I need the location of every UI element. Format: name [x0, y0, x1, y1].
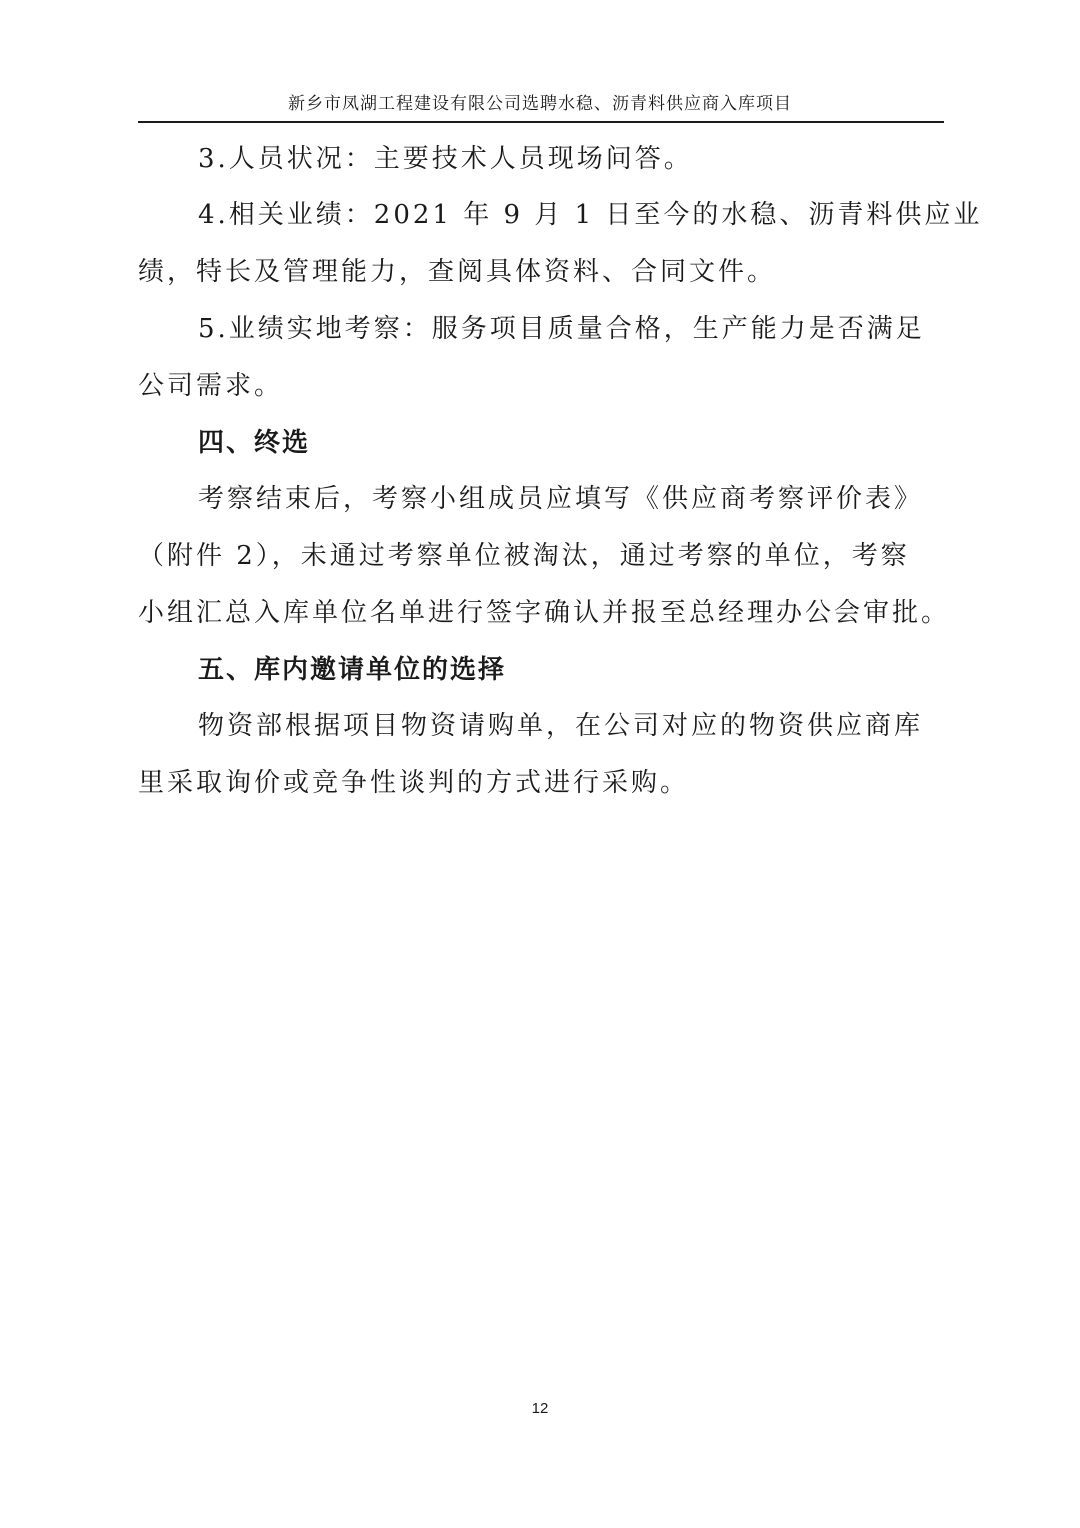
item-4-line-2: 绩，特长及管理能力，查阅具体资料、合同文件。 — [138, 257, 777, 287]
item-5-line-2: 公司需求。 — [138, 371, 284, 401]
header-divider — [138, 121, 944, 123]
section-5-heading: 五、库内邀请单位的选择 — [198, 655, 507, 685]
section-4-line-3: 小组汇总入库单位名单进行签字确认并报至总经理办公会审批。 — [138, 598, 951, 628]
page-number: 12 — [531, 1400, 549, 1417]
section-5-line-2: 里采取询价或竞争性谈判的方式进行采购。 — [138, 768, 690, 798]
section-4-line-2: （附件 2），未通过考察单位被淘汰，通过考察的单位，考察 — [138, 541, 910, 571]
item-4-line-1: 4.相关业绩：2021 年 9 月 1 日至今的水稳、沥青料供应业 — [198, 200, 983, 230]
section-4-heading: 四、终选 — [198, 428, 311, 458]
item-3-text: 3.人员状况：主要技术人员现场问答。 — [198, 144, 693, 174]
section-4-line-1: 考察结束后，考察小组成员应填写《供应商考察评价表》 — [198, 484, 924, 514]
page-header-title: 新乡市凤湖工程建设有限公司选聘水稳、沥青料供应商入库项目 — [288, 94, 792, 114]
section-5-line-1: 物资部根据项目物资请购单，在公司对应的物资供应商库 — [198, 711, 924, 741]
item-5-line-1: 5.业绩实地考察：服务项目质量合格，生产能力是否满足 — [198, 314, 925, 344]
